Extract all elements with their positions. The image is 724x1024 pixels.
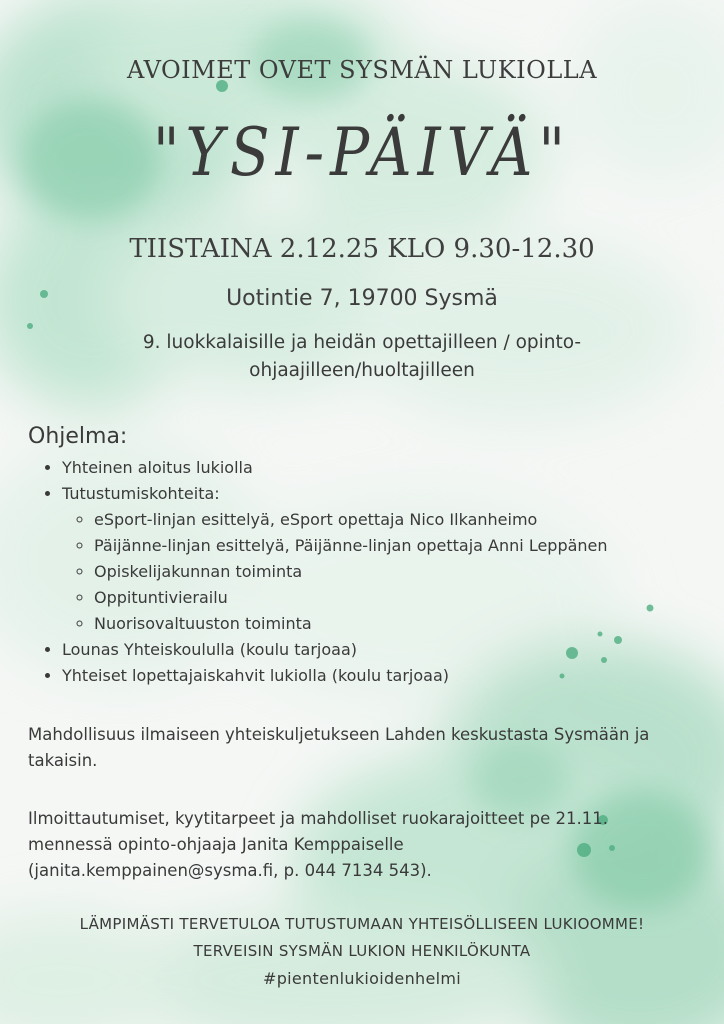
registration-info bbox=[28, 806, 708, 884]
list-item: • Yhteinen aloitus lukiolla bbox=[62, 455, 724, 481]
list-item-label: Tutustumiskohteita: bbox=[62, 484, 220, 503]
welcome-text: LÄMPIMÄSTI TERVETULOA TUTUSTUMAAN YHTEISÖLLISEEN LUKIOOMME! bbox=[79, 915, 645, 933]
event-date-time: TIISTAINA 2.12.25 KLO 9.30-12.30 bbox=[129, 234, 595, 264]
transport-note: Mahdollisuus ilmaiseen yhteiskuljetukseen Lahden keskustasta Sysmään ja takaisin. bbox=[28, 725, 650, 770]
program-list bbox=[28, 455, 724, 689]
list-item bbox=[62, 481, 724, 637]
sub-list-item: ◦ Opiskelijakunnan toiminta bbox=[94, 559, 724, 585]
registration-line: mennessä opinto-ohjaaja Janita Kemppaiselle bbox=[28, 835, 404, 854]
registration-line: Ilmoittautumiset, kyytitarpeet ja mahdolliset ruokarajoitteet pe 21.11. bbox=[28, 809, 608, 828]
sub-list-item: ◦ eSport-linjan esittelyä, eSport opettaja Nico Ilkanheimo bbox=[94, 507, 724, 533]
program-title: Ohjelma: bbox=[28, 424, 128, 449]
registration-contact: (janita.kemppainen@sysma.fi, p. 044 7134 543). bbox=[28, 861, 432, 880]
event-address: Uotintie 7, 19700 Sysmä bbox=[226, 286, 498, 311]
event-heading: AVOIMET OVET SYSMÄN LUKIOLLA bbox=[126, 56, 598, 84]
target-audience: 9. luokkalaisille ja heidän opettajilleen / opinto-ohjaajilleen/huoltajilleen bbox=[142, 332, 582, 381]
sub-list-item: ◦ Nuorisovaltuuston toiminta bbox=[94, 611, 724, 637]
sub-list bbox=[62, 507, 724, 637]
sub-list-item: ◦ Päijänne-linjan esittelyä, Päijänne-linjan opettaja Anni Leppänen bbox=[94, 533, 724, 559]
event-script-title: "YSI-PÄIVÄ" bbox=[152, 112, 572, 192]
list-item: • Lounas Yhteiskoululla (koulu tarjoaa) bbox=[62, 637, 724, 663]
greeting-text: TERVEISIN SYSMÄN LUKION HENKILÖKUNTA bbox=[193, 942, 531, 960]
list-item: • Yhteiset lopettajaiskahvit lukiolla (koulu tarjoaa) bbox=[62, 663, 724, 689]
hashtag: #pientenlukioidenhelmi bbox=[263, 969, 461, 988]
sub-list-item: ◦ Oppituntivierailu bbox=[94, 585, 724, 611]
